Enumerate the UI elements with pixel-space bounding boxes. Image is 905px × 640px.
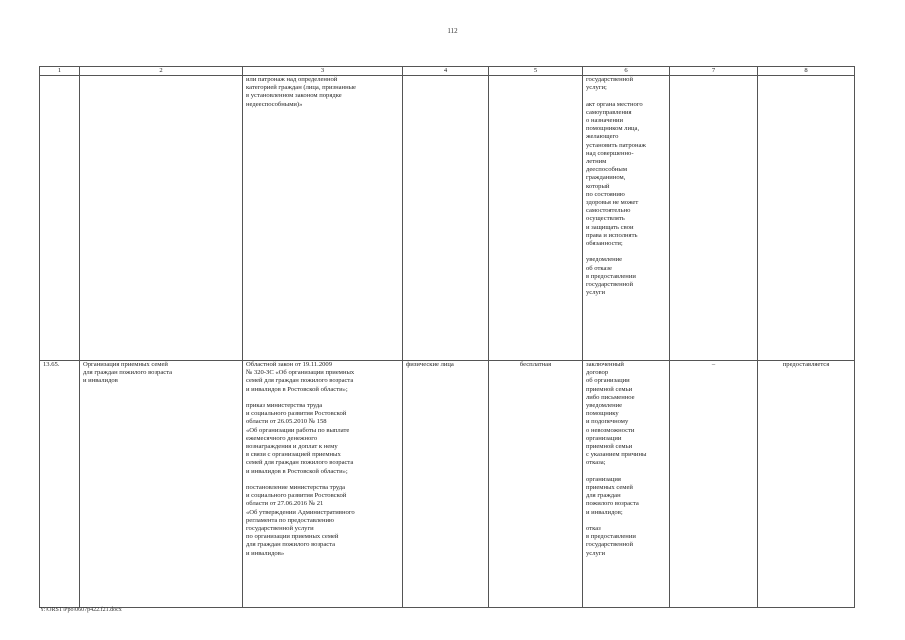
- column-header-1: 1: [40, 67, 80, 76]
- page-number: 112: [447, 27, 458, 35]
- table-row: [40, 76, 855, 361]
- legal-basis-cell: или патронаж над определенной категорией граждан (лица, признанные в установленном законом порядке недееспособными)»: [243, 76, 403, 361]
- row-number-cell: 13.65.: [40, 361, 80, 608]
- legal-basis-cell: Областной закон от 19.11.2009 № 320-ЗС «Об организации приемных семей для граждан пожилого возраста и инвалидов в Ростовской области»; приказ министерства труда и социального развития Ростовской области от 26.05.2010 № 158 «Об организации работы по выплате ежемесячного денежного вознаграждения и доплат к нему в связи с организацией приемных семей для граждан пожилого возраста и инвалидов в Ростовской области»; постановление министерства труда и социального развития Ростовской области от 27.06.2016 № 21 «Об утверждении Административного регламента по предоставлению государственной услуги по организации приемных семей для граждан пожилого возраста и инвалидов»: [243, 361, 403, 608]
- result-cell: заключенный договор об организации приемной семьи либо письменное уведомление помощнику и подопечному о невозможности организации приемной семьи с указанием причины отказа; организация приемных семей для граждан пожилого возраста и инвалидов; отказ в предоставлении государственной услуги: [583, 361, 670, 608]
- result-cell: государственной услуги; акт органа местного самоуправления о назначении помощником лица, желающего установить патронаж над совершенно- летним дееспособным гражданином, который по состоянию здоровья не может самостоятельно осуществлять и защищать свои права и исполнять обязанности; уведомление об отказе в предоставлении государственной услуги: [583, 76, 670, 361]
- column-8-cell: [758, 76, 855, 361]
- recipients-cell: [403, 76, 489, 361]
- table-row: [40, 361, 855, 608]
- column-7-cell: [670, 76, 758, 361]
- column-7-cell: –: [670, 361, 758, 608]
- service-name-cell: Организация приемных семей для граждан пожилого возраста и инвалидов: [80, 361, 243, 608]
- column-8-cell: предоставляется: [758, 361, 855, 608]
- column-header-7: 7: [670, 67, 758, 76]
- services-table: [39, 66, 855, 608]
- column-header-4: 4: [403, 67, 489, 76]
- header-row: [40, 67, 855, 76]
- payment-cell: бесплатная: [489, 361, 583, 608]
- recipients-cell: физические лица: [403, 361, 489, 608]
- service-name-cell: [80, 76, 243, 361]
- column-header-8: 8: [758, 67, 855, 76]
- document-path: Y:\ORST\Ppo\0607p422.f21.docx: [40, 607, 122, 613]
- column-header-5: 5: [489, 67, 583, 76]
- row-number-cell: [40, 76, 80, 361]
- column-header-3: 3: [243, 67, 403, 76]
- column-header-6: 6: [583, 67, 670, 76]
- payment-cell: [489, 76, 583, 361]
- column-header-2: 2: [80, 67, 243, 76]
